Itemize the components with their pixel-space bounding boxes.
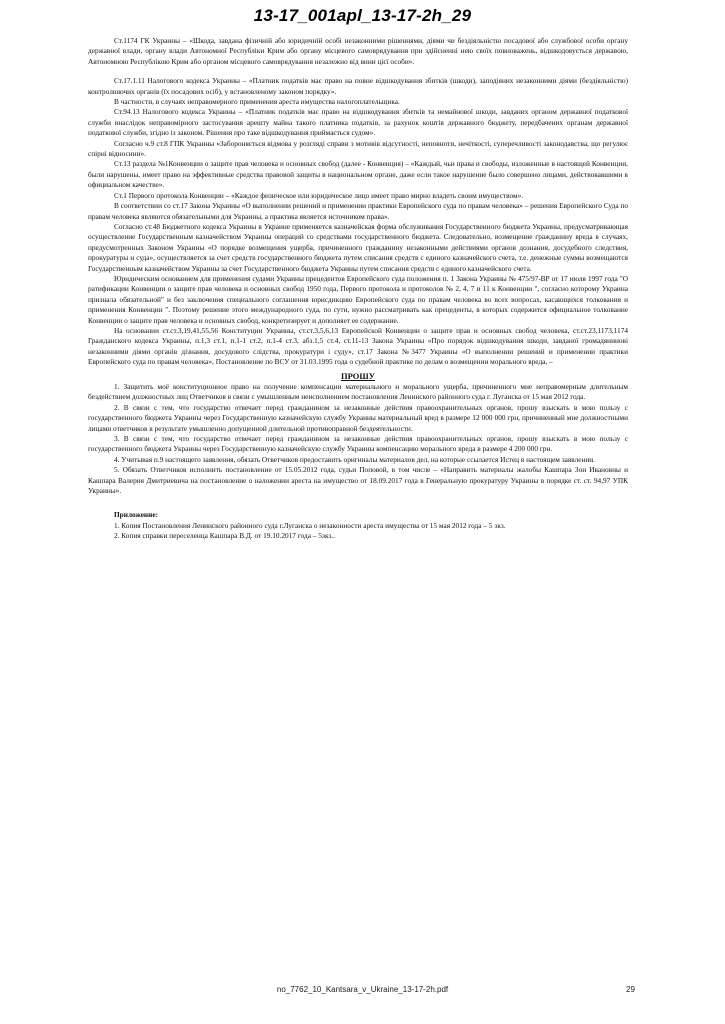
paragraph: Согласно ч.9 ст.8 ГПК Украины «Забороняється відмова у розгляді справи з мотивів відсутності, неповноти, нечіткості, суперечливості законодавства, що регулює спірні відносини». [88,138,628,159]
paragraph: На основании ст.ст.3,19,41,55,56 Конституции Украины, ст.ст.3,5,6,13 Европейской Конвенции о защите прав и основных свобод человека, ст.ст.23,1173,1174 Гражданского кодекса Украины, п.1,3 ст.1, п.1-1 ст.2, п.1-4 ст.3, абз.1,5 ст.4, ст.11-13 Закона Украины «Про порядок відшкодування шкоди, завданої громадянинові незаконними діями органів дізнання, досудового слідства, прокуратури і суду», ст.17 Закона №3477 Украины «О выполнении решений и применении практики Европейского суда по правам человека», Постановление по ВСУ от 31.03.1995 года о судебной практике по делам о возмещении морального вреда, – [88,325,628,367]
request-item: 1. Защитить моё конституционное право на получение компенсации материального и морального ущерба, причиненного мне неправомерным длительным бездействием должностных лиц Ответчиков в связи с умышленным неисполнением постановления Ленинского районного суда г. Луганска от 15 мая 2012 года. [88,382,628,402]
appendix-item: 1. Копия Постановления Ленинского районного суда г.Луганска о незаконности ареста имущества от 15 мая 2012 года – 5 экз. [114,520,506,530]
appendix-title: Приложение: [114,510,159,520]
paragraph: Ст.1 Первого протокола Конвенции – «Каждое физическое или юридическое лицо имеет право мирно владеть своим имуществом». [114,190,524,200]
footer-filename: no_7762_10_Kantsara_v_Ukraine_13-17-2h.pdf [276,985,449,994]
paragraph: Юридическим основанием для применения судами Украины прецедентов Европейского суда положения п. 1 Закона Украины № 475/97-ВР от 17 июля 1997 года "О ратификации Конвенции о защите прав человека и основных свобод 1950 года, Первого протокола и протоколов № 2, 4, 7 и 11 к Конвенции ", согласно которому Украина признала обязательной" и без заключения специального соглашения юрисдикцию Европейского суда по правам человека во всех вопросах, касающихся толкования и применения Конвенции ". Поэтому решение этого международного суда, по сути, нужно рассматривать как прецеденты, в которых содержится официальное толкование Конвенции о защите прав человека и основных свобод, конкретизирует и дополняет ее содержание. [88,273,628,325]
paragraph: Ст.1174 ГК Украины – «Шкода, завдана фізичній або юридичній особі незаконними рішеннями, діями чи бездіяльністю посадової або службової особи органу державної влади, органу влади Автономної Республіки Крим або органу місцевого самоврядування при здійсненні нею своїх повноважень, відшкодовується державою, Автономною Республікою Крим або органом місцевого самоврядування незалежно від вини цієї особи». [88,36,628,66]
request-heading: ПРОШУ [341,370,375,381]
paragraph: Согласно ст.48 Бюджетного кодекса Украины в Украине применяется казначейская форма обслуживания Государственного бюджета Украины, предусматривающая осуществление Государственным казначейством Украины операций со средствами государственного бюджета. Следовательно, возмещение гражданину вреда в случаях, предусмотренных Законом Украины «О порядке возмещения ущерба, причиненного гражданину незаконными действиями органов дознания, досудебного следствия, прокуратуры и суда», осуществляется за счет средств государственного бюджета путем списания средств с единого казначейского счета, т.е. денежные суммы возмещаются Государственным казначейством Украины за счет Государственного бюджета Украины путем списания средств с единого казначейского счета. [88,221,628,273]
paragraph: Ст.13 раздела №1Конвенции о защите прав человека и основных свобод (далее - Конвенция) – «Каждый, чьи права и свободы, изложенные в настоящей Конвенции, были нарушены, имеет право на эффективные средства правовой защиты в национальном органе, даже если такое нарушение было совершено лицами, действовавшими в официальном качестве». [88,159,628,190]
appendix-item: 2. Копия справки переселенца Кашпара В.Д. от 19.10.2017 года – 5экз.. [114,531,336,541]
footer-page-number: 29 [626,985,635,994]
request-item: 5. Обязать Ответчиков исполнить постановление от 15.05.2012 года, судьи Поповой, в том числе – «Направить материалы жалобы Кашпара Зои Ивановны и Кашпара Валерия Дмитриевича на постановление о наложении ареста на имущество от 18.09.2017 года в Генеральную прокуратуру Украины в порядке ст. ст. 94,97 УПК Украины». [88,465,628,496]
request-item: 3. В связи с тем, что государство отвечает перед гражданином за незаконные действия правоохранительных органов, прошу взыскать в мою пользу с государственного бюджета Украины через Государственную казначейскую службу Украины компенсацию морального вреда в размере 4 200 000 грн. [88,434,628,454]
paragraph: В частности, в случаях неправомерного применения ареста имущества налогоплательщика. [114,97,400,107]
paragraph: Ст.94.13 Налогового кодекса Украины – «Платник податків має право на відшкодування збитків та немайнової шкоди, завданих органом державної податкової служби внаслідок неправомірного застосування арешту майна такого платника податків, за рахунок коштів державного бюджету, передбачених органам державної податкової служби, згідно із законом. Рішення про таке відшкодування приймається судом». [88,107,628,138]
document-header-title: 13-17_001apl_13-17-2h_29 [253,6,472,25]
document-body [88,36,628,542]
request-item: 2. В связи с тем, что государство отвечает перед гражданином за незаконные действия правоохранительных органов, прошу взыскать в мою пользу с государственного бюджета Украины через Государственную казначейскую службу Украины материальный вред в размере 12 000 000 грн, причиненный мне должностными лицами ответчиков в результате умышленно допущенной длительной противоправной бездеятельности. [88,402,628,433]
request-item: 4. Учитывая п.9 настоящего заявления, обязать Ответчиков предоставить оригиналы материалов дел, на которые ссылается Истец в настоящем заявлении. [114,454,595,464]
paragraph: В соответствии со ст.17 Закона Украины «О выполнении решений и применении практики Европейского суда по правам человека» – решения Европейского Суда по правам человека являются обязательными для Украины, а практика является источником права». [88,201,628,221]
paragraph: Ст.17.1.11 Налогового кодекса Украины – «Платник податків має право на повне відшкодування збитків (шкоди), заподіяних незаконними діями (бездіяльністю) контролюючих органів (їх посадових осіб), у встановленому законом порядку». [88,76,628,96]
